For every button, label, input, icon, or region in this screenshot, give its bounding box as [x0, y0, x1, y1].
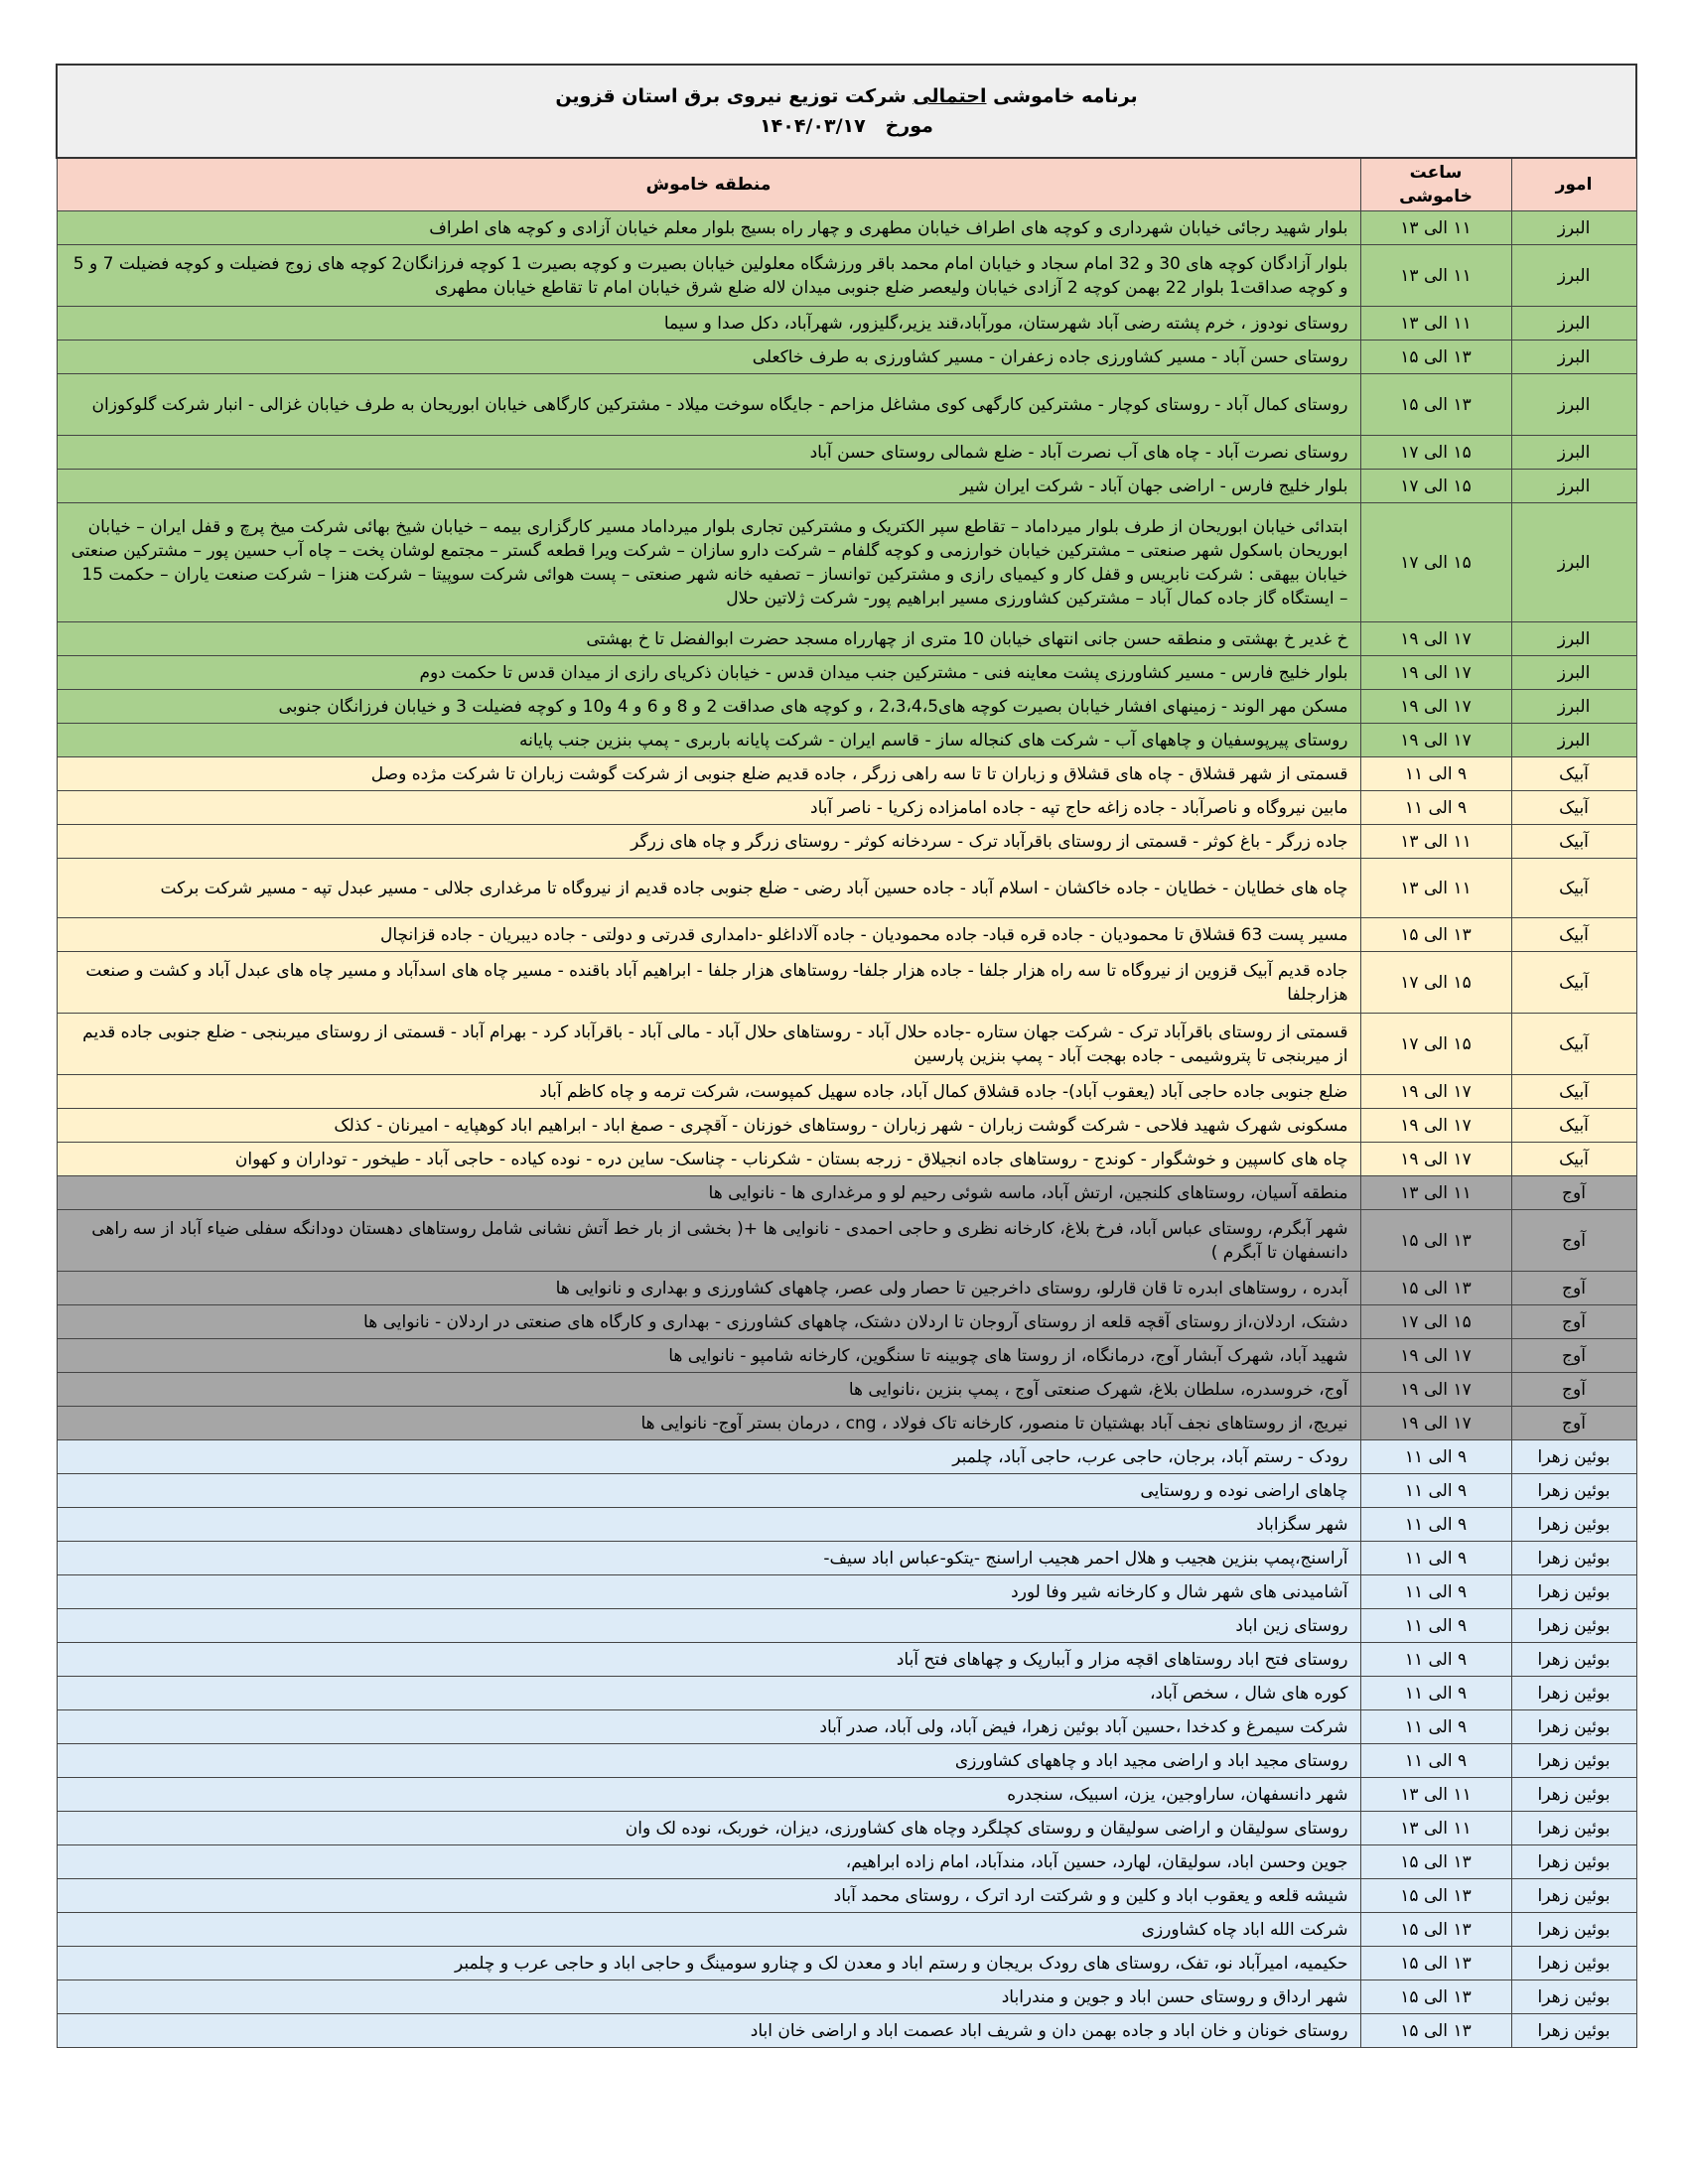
area-cell: حکیمیه، امیرآباد نو، تفک، روستای های رودک بریجان و رستم اباد و معدن لک و چنارو سومینگ و حاجی اباد و حاجی عرب و چلمبر	[57, 1947, 1360, 1980]
area-cell: شرکت سیمرغ و کدخدا ،حسین آباد بوئین زهرا، فیض آباد، ولی آباد، صدر آباد	[57, 1710, 1360, 1744]
time-cell: ۹ الی ۱۱	[1360, 1575, 1511, 1609]
time-cell: ۹ الی ۱۱	[1360, 1643, 1511, 1677]
amor-cell: آوج	[1511, 1373, 1636, 1407]
area-cell: قسمتی از روستای باقرآباد ترک - شرکت جهان ستاره -جاده حلال آباد - روستاهای حلال آباد - مالی آباد - باقرآباد کرد - بهرام آباد - قسمتی از روستای میربنجی - ضلع جنوبی جاده قدیم از میربنجی تا پتروشیمی - جاده بهجت آباد - پمپ بنزین پارسین	[57, 1014, 1360, 1075]
time-cell: ۱۷ الی ۱۹	[1360, 1075, 1511, 1109]
time-cell: ۱۳ الی ۱۵	[1360, 374, 1511, 436]
time-cell: ۱۱ الی ۱۳	[1360, 245, 1511, 307]
amor-cell: آبیک	[1511, 825, 1636, 859]
title-suffix: شرکت توزیع نیروی برق استان قزوین	[555, 85, 907, 107]
area-cell: کوره های شال ، سخص آباد،	[57, 1677, 1360, 1710]
table-row	[57, 1575, 1636, 1609]
time-cell: ۱۵ الی ۱۷	[1360, 503, 1511, 622]
amor-cell: بوئین زهرا	[1511, 2014, 1636, 2048]
area-cell: چاهای اراضی نوده و روستایی	[57, 1474, 1360, 1508]
table-row	[57, 436, 1636, 470]
amor-cell: بوئین زهرا	[1511, 1913, 1636, 1947]
area-cell: بلوار شهید رجائی خیابان شهرداری و کوچه های اطراف خیابان مطهری و چهار راه بسیج بلوار معلم خیابان آزادی و کوچه های اطراف	[57, 211, 1360, 245]
table-row	[57, 1913, 1636, 1947]
amor-cell: آبیک	[1511, 1143, 1636, 1176]
amor-cell: آوج	[1511, 1339, 1636, 1373]
time-cell: ۱۵ الی ۱۷	[1360, 952, 1511, 1014]
time-cell: ۱۱ الی ۱۳	[1360, 1778, 1511, 1812]
time-cell: ۱۷ الی ۱۹	[1360, 1373, 1511, 1407]
area-cell: مسکن مهر الوند - زمینهای افشار خیابان بصیرت کوچه های2،3،4،5 ، و کوچه های صداقت 2 و 8 و 6 و 4 و10 و کوچه فضیلت 3 و خیابان فرزانگان جنوبی	[57, 690, 1360, 724]
outage-schedule-page	[56, 64, 1637, 2048]
area-cell: مسکونی شهرک شهید فلاحی - شرکت گوشت زباران - شهر زباران - روستاهای خوزنان - آقچری - صمغ اباد - ابراهیم اباد کوهپایه - امیرنان - کذلک	[57, 1109, 1360, 1143]
title-prefix: برنامه خاموشی	[993, 85, 1138, 107]
table-row	[57, 1812, 1636, 1845]
amor-cell: بوئین زهرا	[1511, 1710, 1636, 1744]
table-row	[57, 2014, 1636, 2048]
table-row	[57, 374, 1636, 436]
table-row	[57, 1373, 1636, 1407]
amor-cell: البرز	[1511, 245, 1636, 307]
area-cell: جوین وحسن اباد، سولیقان، لهارد، حسین آباد، مندآباد، امام زاده ابراهیم،	[57, 1845, 1360, 1879]
time-cell: ۱۷ الی ۱۹	[1360, 1109, 1511, 1143]
time-cell: ۹ الی ۱۱	[1360, 1609, 1511, 1643]
area-cell: روستای سولیقان و اراضی سولیقان و روستای کچلگرد وچاه های کشاورزی، دیزان، خوربک، نوده لک وان	[57, 1812, 1360, 1845]
amor-cell: البرز	[1511, 211, 1636, 245]
amor-cell: آوج	[1511, 1305, 1636, 1339]
table-row	[57, 724, 1636, 757]
table-row	[57, 1677, 1636, 1710]
table-row	[57, 1542, 1636, 1575]
time-cell: ۱۱ الی ۱۳	[1360, 1176, 1511, 1210]
amor-cell: بوئین زهرا	[1511, 1474, 1636, 1508]
amor-cell: آبیک	[1511, 1075, 1636, 1109]
table-row	[57, 1407, 1636, 1440]
table-row	[57, 307, 1636, 341]
area-cell: روستای کمال آباد - روستای کوچار - مشترکین کارگهی کوی مشاغل مزاحم - جایگاه سوخت میلاد - مشترکین کارگاهی خیابان ابوریحان به طرف خیابان غزالی - انبار شرکت گلوکوزان	[57, 374, 1360, 436]
area-cell: آبدره ، روستاهای ابدره تا قان قارلو، روستای داخرجین تا حصار ولی عصر، چاههای کشاورزی و بهداری و نانوایی ها	[57, 1272, 1360, 1305]
amor-cell: بوئین زهرا	[1511, 1744, 1636, 1778]
time-cell: ۱۱ الی ۱۳	[1360, 211, 1511, 245]
area-cell: جاده قدیم آبیک قزوین از نیروگاه تا سه راه هزار جلفا - جاده هزار جلفا- روستاهای هزار جلفا - ابراهیم آباد باقنده - مسیر چاه های اسدآباد و مسیر چاه های عبدل آباد و کشت و صنعت هزارجلفا	[57, 952, 1360, 1014]
time-cell: ۱۷ الی ۱۹	[1360, 1143, 1511, 1176]
table-row	[57, 1947, 1636, 1980]
time-cell: ۱۳ الی ۱۵	[1360, 1980, 1511, 2014]
area-cell: مسیر پست 63 قشلاق تا محمودیان - جاده قره قباد- جاده محمودیان - جاده آلاداغلو -دامداری قدرتی و دولتی - جاده دیبریان - جاده قزانچال	[57, 918, 1360, 952]
time-cell: ۹ الی ۱۱	[1360, 1710, 1511, 1744]
amor-cell: البرز	[1511, 690, 1636, 724]
time-cell: ۱۳ الی ۱۵	[1360, 1913, 1511, 1947]
area-cell: روستای نصرت آباد - چاه های آب نصرت آباد - ضلع شمالی روستای حسن آباد	[57, 436, 1360, 470]
amor-cell: آوج	[1511, 1210, 1636, 1272]
time-cell: ۹ الی ۱۱	[1360, 1474, 1511, 1508]
amor-cell: آبیک	[1511, 791, 1636, 825]
area-cell: ابتدائی خیابان ابوریحان از طرف بلوار میرداماد – تقاطع سپر الکتریک و مشترکین تجاری بلوار میرداماد مسیر کارگزاری بیمه – خیابان شیخ بهائی شرکت میخ پرچ و قفل ایران – خیابان ابوریحان باسکول شهر صنعتی – مشترکین خیابان خوارزمی و کوچه گلفام – شرکت دارو سازان – شرکت ویرا قطعه گستر – مجتمع لوشان پخت – چاه آب حسین پور – مشترکین صنعتی خیابان بیهقی : شرکت نابریس و قفل کار و کیمیای رازی و مشترکین توانساز – تصفیه خانه شهر صنعتی – پست هوائی شرکت سوپیتا – شرکت هنزا – شرکت صنعت یاران – حکمت 15 – ایستگاه گاز جاده کمال آباد – مشترکین کشاورزی مسیر ابراهیم پور- شرکت ژلاتین حلال	[57, 503, 1360, 622]
amor-cell: البرز	[1511, 374, 1636, 436]
amor-cell: بوئین زهرا	[1511, 1440, 1636, 1474]
time-cell: ۹ الی ۱۱	[1360, 757, 1511, 791]
amor-cell: البرز	[1511, 436, 1636, 470]
table-row	[57, 1609, 1636, 1643]
area-cell: آشامیدنی های شهر شال و کارخانه شیر وفا لورد	[57, 1575, 1360, 1609]
time-cell: ۱۷ الی ۱۹	[1360, 622, 1511, 656]
table-row	[57, 791, 1636, 825]
area-cell: شهر سگزاباد	[57, 1508, 1360, 1542]
area-cell: شهر ارداق و روستای حسن اباد و جوین و مندراباد	[57, 1980, 1360, 2014]
table-row	[57, 245, 1636, 307]
time-cell: ۱۵ الی ۱۷	[1360, 436, 1511, 470]
column-header-amor: امور	[1511, 158, 1636, 211]
table-row	[57, 1176, 1636, 1210]
amor-cell: آبیک	[1511, 859, 1636, 918]
table-row	[57, 1210, 1636, 1272]
time-cell: ۱۳ الی ۱۵	[1360, 2014, 1511, 2048]
table-row	[57, 825, 1636, 859]
table-row	[57, 952, 1636, 1014]
area-cell: آوج، خروسدره، سلطان بلاغ، شهرک صنعتی آوج ، پمپ بنزین ،نانوایی ها	[57, 1373, 1360, 1407]
area-cell: جاده زرگر - باغ کوثر - قسمتی از روستای باقرآباد ترک - سردخانه کوثر - روستای زرگر و چاه های زرگر	[57, 825, 1360, 859]
table-row	[57, 1474, 1636, 1508]
table-row	[57, 622, 1636, 656]
amor-cell: آبیک	[1511, 918, 1636, 952]
table-row	[57, 1508, 1636, 1542]
table-row	[57, 1109, 1636, 1143]
amor-cell: بوئین زهرا	[1511, 1845, 1636, 1879]
area-cell: روستای خونان و خان اباد و جاده بهمن دان و شریف اباد عصمت اباد و اراضی خان اباد	[57, 2014, 1360, 2048]
amor-cell: بوئین زهرا	[1511, 1508, 1636, 1542]
table-row	[57, 1305, 1636, 1339]
area-cell: شهید آباد، شهرک آبشار آوج، درمانگاه، از روستا های چوبینه تا سنگوین، کارخانه شامپو - نانوایی ها	[57, 1339, 1360, 1373]
table-row	[57, 690, 1636, 724]
amor-cell: البرز	[1511, 341, 1636, 374]
amor-cell: بوئین زهرا	[1511, 1609, 1636, 1643]
area-cell: شهر آبگرم، روستای عباس آباد، فرخ بلاغ، کارخانه نظری و حاجی احمدی - نانوایی ها +( بخشی از بار خط آتش نشانی شامل روستاهای دهستان دودانگه سفلی ضیاء آباد از سه راهی دانسفهان تا آبگرم )	[57, 1210, 1360, 1272]
amor-cell: البرز	[1511, 470, 1636, 503]
area-cell: قسمتی از شهر قشلاق - چاه های قشلاق و زباران تا تا سه راهی زرگر ، جاده قدیم ضلع جنوبی از شرکت گوشت زباران تا شرکت مژده وصل	[57, 757, 1360, 791]
area-cell: بلوار آزادگان کوچه های 30 و 32 امام سجاد و خیابان امام محمد باقر ورزشگاه معلولین خیابان بصیرت و کوچه بصیرت 1 کوچه فرزانگان2 کوچه های زوج فضیلت و کوچه فضیلت 7 و 5 و کوچه صداقت1 بلوار 22 بهمن کوچه 2 آزادی خیابان ولیعصر ضلع جنوبی میدان لاله ضلع شرق خیابان امام تا تقاطع خیابان مطهری	[57, 245, 1360, 307]
table-row	[57, 1643, 1636, 1677]
area-cell: شرکت الله اباد چاه کشاورزی	[57, 1913, 1360, 1947]
area-cell: روستای پیرپوسفیان و چاههای آب - شرکت های کنجاله ساز - قاسم ایران - شرکت پایانه باربری - پمپ بنزین جنب پایانه	[57, 724, 1360, 757]
table-row	[57, 918, 1636, 952]
table-row	[57, 1075, 1636, 1109]
area-cell: روستای مجید اباد و اراضی مجید اباد و چاههای کشاورزی	[57, 1744, 1360, 1778]
amor-cell: بوئین زهرا	[1511, 1947, 1636, 1980]
amor-cell: بوئین زهرا	[1511, 1879, 1636, 1913]
amor-cell: البرز	[1511, 656, 1636, 690]
time-cell: ۱۳ الی ۱۵	[1360, 1845, 1511, 1879]
table-row	[57, 1014, 1636, 1075]
time-cell: ۱۷ الی ۱۹	[1360, 656, 1511, 690]
time-cell: ۱۷ الی ۱۹	[1360, 1339, 1511, 1373]
amor-cell: آوج	[1511, 1407, 1636, 1440]
column-header-time: ساعت خاموشی	[1360, 158, 1511, 211]
time-cell: ۱۵ الی ۱۷	[1360, 1014, 1511, 1075]
time-cell: ۹ الی ۱۱	[1360, 1677, 1511, 1710]
table-row	[57, 757, 1636, 791]
table-row	[57, 1339, 1636, 1373]
time-cell: ۹ الی ۱۱	[1360, 791, 1511, 825]
time-cell: ۱۵ الی ۱۷	[1360, 470, 1511, 503]
amor-cell: آبیک	[1511, 952, 1636, 1014]
time-cell: ۱۱ الی ۱۳	[1360, 859, 1511, 918]
table-row	[57, 1440, 1636, 1474]
time-cell: ۹ الی ۱۱	[1360, 1744, 1511, 1778]
amor-cell: بوئین زهرا	[1511, 1643, 1636, 1677]
area-cell: چاه های خطایان - خطایان - جاده خاکشان - اسلام آباد - جاده حسین آباد رضی - ضلع جنوبی جاده قدیم از نیروگاه تا مرغداری جلالی - مسیر عبدل تپه - مسیر شرکت برکت	[57, 859, 1360, 918]
date-label: مورخ	[885, 115, 933, 137]
area-cell: روستای زین اباد	[57, 1609, 1360, 1643]
document-date	[70, 111, 1623, 141]
area-cell: چاه های کاسپین و خوشگوار - کوندج - روستاهای جاده انجیلاق - زرجه بستان - شکرناب - چناسک- ساین دره - نوده کیاده - حاجی آباد - طیخور - توداران و کهوان	[57, 1143, 1360, 1176]
time-cell: ۱۷ الی ۱۹	[1360, 1407, 1511, 1440]
time-cell: ۱۳ الی ۱۵	[1360, 341, 1511, 374]
area-cell: نیریج، از روستاهای نجف آباد بهشتیان تا منصور، کارخانه تاک فولاد ، cng ، درمان بستر آوج- نانوایی ها	[57, 1407, 1360, 1440]
amor-cell: بوئین زهرا	[1511, 1542, 1636, 1575]
date-value: ۱۴۰۴/۰۳/۱۷	[760, 115, 866, 137]
time-cell: ۱۵ الی ۱۷	[1360, 1305, 1511, 1339]
time-cell: ۱۱ الی ۱۳	[1360, 1812, 1511, 1845]
time-cell: ۱۱ الی ۱۳	[1360, 307, 1511, 341]
area-cell: بلوار خلیج فارس - مسیر کشاورزی پشت معاینه فنی - مشترکین جنب میدان قدس - خیابان ذکریای رازی از میدان قدس تا حکمت دوم	[57, 656, 1360, 690]
area-cell: آراسنج،پمپ بنزین هجیب و هلال احمر هجیب اراسنج -یتکو-عباس اباد سیف-	[57, 1542, 1360, 1575]
table-row	[57, 1879, 1636, 1913]
column-header-area: منطقه خاموش	[57, 158, 1360, 211]
column-header-row	[57, 158, 1636, 211]
amor-cell: البرز	[1511, 724, 1636, 757]
amor-cell: آوج	[1511, 1272, 1636, 1305]
amor-cell: آبیک	[1511, 1014, 1636, 1075]
table-row	[57, 1778, 1636, 1812]
area-cell: مابین نیروگاه و ناصرآباد - جاده زاغه حاج تپه - جاده امامزاده زکریا - ناصر آباد	[57, 791, 1360, 825]
amor-cell: آوج	[1511, 1176, 1636, 1210]
amor-cell: البرز	[1511, 307, 1636, 341]
area-cell: رودک - رستم آباد، برجان، حاجی عرب، حاجی آباد، چلمبر	[57, 1440, 1360, 1474]
area-cell: شهر دانسفهان، ساراوجین، یزن، اسبیک، سنجدره	[57, 1778, 1360, 1812]
table-row	[57, 1272, 1636, 1305]
time-cell: ۱۳ الی ۱۵	[1360, 918, 1511, 952]
area-cell: شیشه قلعه و یعقوب اباد و کلین و و شرکتت ارد اترک ، روستای محمد آباد	[57, 1879, 1360, 1913]
table-row	[57, 859, 1636, 918]
table-row	[57, 1143, 1636, 1176]
table-row	[57, 1845, 1636, 1879]
title-emphasis: احتمالی	[913, 85, 987, 107]
time-cell: ۱۳ الی ۱۵	[1360, 1272, 1511, 1305]
time-cell: ۹ الی ۱۱	[1360, 1542, 1511, 1575]
amor-cell: البرز	[1511, 503, 1636, 622]
area-cell: بلوار خلیج فارس - اراضی جهان آباد - شرکت ایران شیر	[57, 470, 1360, 503]
table-row	[57, 1744, 1636, 1778]
area-cell: دشتک، اردلان،از روستای آقچه قلعه از روستای آروجان تا اردلان دشتک، چاههای کشاورزی - بهداری و کارگاه های صنعتی در اردلان - نانوایی ها	[57, 1305, 1360, 1339]
amor-cell: بوئین زهرا	[1511, 1575, 1636, 1609]
area-cell: خ غدیر خ بهشتی و منطقه حسن جانی انتهای خیابان 10 متری از چهارراه مسجد حضرت ابوالفضل تا خ بهشتی	[57, 622, 1360, 656]
amor-cell: بوئین زهرا	[1511, 1980, 1636, 2014]
area-cell: روستای فتح اباد روستاهای اقچه مزار و آببارپک و چهاهای فتح آباد	[57, 1643, 1360, 1677]
amor-cell: بوئین زهرا	[1511, 1677, 1636, 1710]
time-cell: ۱۳ الی ۱۵	[1360, 1210, 1511, 1272]
amor-cell: بوئین زهرا	[1511, 1812, 1636, 1845]
document-title	[57, 65, 1636, 158]
area-cell: منطقه آسیان، روستاهای کلنجین، ارتش آباد، ماسه شوئی رحیم لو و مرغداری ها - نانوایی ها	[57, 1176, 1360, 1210]
outage-table	[56, 64, 1637, 2048]
amor-cell: آبیک	[1511, 757, 1636, 791]
table-row	[57, 1980, 1636, 2014]
time-cell: ۱۷ الی ۱۹	[1360, 724, 1511, 757]
area-cell: ضلع جنوبی جاده حاجی آباد (یعقوب آباد)- جاده قشلاق کمال آباد، جاده سهیل کمپوست، شرکت ترمه و چاه کاظم آباد	[57, 1075, 1360, 1109]
table-row	[57, 470, 1636, 503]
table-row	[57, 341, 1636, 374]
table-row	[57, 211, 1636, 245]
time-cell: ۱۳ الی ۱۵	[1360, 1947, 1511, 1980]
table-row	[57, 503, 1636, 622]
time-cell: ۹ الی ۱۱	[1360, 1508, 1511, 1542]
time-cell: ۱۱ الی ۱۳	[1360, 825, 1511, 859]
table-row	[57, 1710, 1636, 1744]
amor-cell: آبیک	[1511, 1109, 1636, 1143]
time-cell: ۹ الی ۱۱	[1360, 1440, 1511, 1474]
area-cell: روستای نودوز ، خرم پشته رضی آباد شهرستان، مورآباد،قند یزیر،گلیزور، شهرآباد، دکل صدا و سیما	[57, 307, 1360, 341]
area-cell: روستای حسن آباد - مسیر کشاورزی جاده زعفران - مسیر کشاورزی به طرف خاکعلی	[57, 341, 1360, 374]
amor-cell: البرز	[1511, 622, 1636, 656]
title-row	[57, 65, 1636, 158]
time-cell: ۱۳ الی ۱۵	[1360, 1879, 1511, 1913]
table-row	[57, 656, 1636, 690]
time-cell: ۱۷ الی ۱۹	[1360, 690, 1511, 724]
amor-cell: بوئین زهرا	[1511, 1778, 1636, 1812]
table-body	[57, 211, 1636, 2048]
